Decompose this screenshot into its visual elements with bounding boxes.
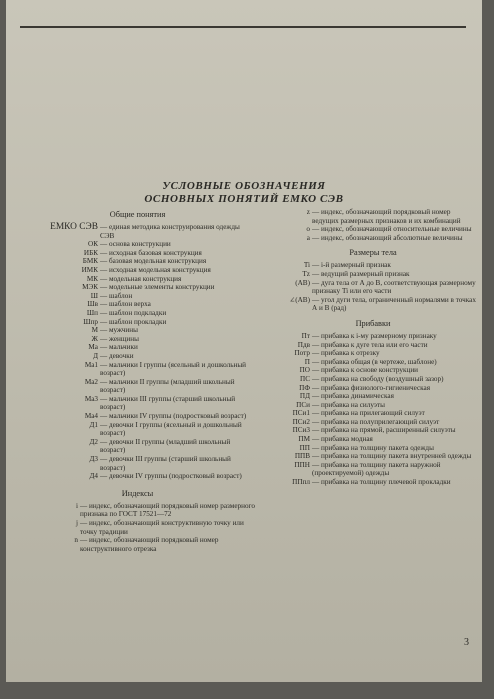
entry-term: Пдв — [297, 340, 310, 349]
definition-entry — [20, 536, 255, 553]
general-concepts-title: Общие понятия — [109, 210, 166, 219]
definition-entry — [20, 257, 255, 266]
entry-definition: — индекс, обозначающий порядковый номер размерного признака по ГОСТ 17521—72 — [80, 501, 255, 519]
entry-term: Д — [93, 351, 98, 360]
entry-definition: — мальчики — [100, 343, 138, 352]
entry-definition: — индекс, обозначающий относительные величины — [312, 225, 472, 234]
entry-term: ПСи — [296, 400, 310, 409]
definition-entry — [20, 343, 255, 352]
entry-term: Д4 — [89, 472, 98, 481]
entry-term: ПС — [300, 374, 310, 383]
definition-entry — [268, 261, 478, 270]
definition-entry — [268, 384, 478, 393]
indices-list — [20, 502, 255, 554]
definition-entry — [20, 240, 255, 249]
entry-definition: — мальчики III группы (старший школьный возраст) — [100, 394, 236, 412]
definition-entry — [20, 283, 255, 292]
allowances-title: Прибавки — [355, 318, 391, 328]
definition-entry — [20, 455, 255, 472]
entry-term: Ма3 — [84, 394, 98, 403]
entry-definition: — прибавка на толщину пакета внутренней одежды — [312, 452, 472, 461]
definition-entry — [268, 426, 478, 435]
indices-continued-list — [268, 208, 478, 242]
entry-definition: — девочки — [100, 351, 134, 360]
definition-entry — [268, 225, 478, 234]
definition-entry — [268, 461, 478, 478]
definition-entry — [268, 375, 478, 384]
entry-term: Ма4 — [84, 412, 98, 421]
entry-definition: — шаблон прокладки — [100, 317, 167, 326]
entry-definition: — прибавка к i-му размерному признаку — [312, 331, 437, 340]
entry-term: ПФ — [299, 383, 310, 392]
entry-term: ИБК — [83, 248, 98, 257]
definition-entry — [268, 279, 478, 296]
entry-definition: — прибавка на толщину плечевой прокладки — [312, 478, 451, 487]
entry-definition: — прибавка к отрезку — [312, 349, 380, 358]
definition-entry — [20, 421, 255, 438]
entry-definition: — модельная конструкция — [100, 274, 182, 283]
page-number: 3 — [464, 637, 469, 648]
entry-term: Tz — [302, 269, 310, 278]
entry-definition: — прибавка общая (в чертеже, шаблоне) — [312, 357, 437, 366]
entry-term: n — [74, 536, 78, 545]
entry-definition: — мальчики II группы (младший школьный возраст) — [100, 377, 235, 395]
definition-entry — [20, 438, 255, 455]
entry-definition: — исходная модельная конструкция — [100, 265, 211, 274]
entry-term: ПМ — [298, 435, 310, 444]
definition-entry — [268, 208, 478, 225]
definition-entry — [20, 519, 255, 536]
entry-definition: — прибавка на полуприлегающий силуэт — [312, 417, 440, 426]
entry-term: Д2 — [89, 437, 98, 446]
definition-entry — [268, 452, 478, 461]
entry-term: МК — [86, 274, 98, 283]
definition-entry — [20, 309, 255, 318]
definition-entry — [20, 352, 255, 361]
definition-entry — [20, 472, 255, 481]
top-rule — [20, 26, 466, 28]
entry-term: ОК — [88, 240, 98, 249]
left-column — [20, 208, 255, 553]
entry-definition: — женщины — [100, 334, 139, 343]
entry-term: i — [76, 501, 78, 510]
entry-definition: — прибавка на прямой, расширенный силуэты — [312, 426, 456, 435]
entry-definition: — прибавка модная — [312, 435, 373, 444]
definition-entry — [268, 234, 478, 243]
entry-term: М — [91, 326, 98, 335]
entry-definition: — прибавка на силуэты — [312, 400, 385, 409]
entry-term: ПСи3 — [292, 426, 310, 435]
entry-definition: — мальчики IV группы (подростковый возраст) — [100, 412, 247, 421]
entry-definition: — мальчики I группы (ясельный и дошкольный возраст) — [100, 360, 246, 378]
definition-entry — [268, 296, 478, 313]
entry-term: Ж — [91, 334, 98, 343]
document-page — [6, 0, 482, 682]
definition-entry — [20, 378, 255, 395]
definition-entry — [268, 401, 478, 410]
entry-term: ПСи1 — [292, 409, 310, 418]
entry-definition: — прибавка физиолого-гигиеническая — [312, 383, 431, 392]
definition-entry — [268, 478, 478, 487]
entry-term: ∠(АВ) — [289, 295, 310, 304]
entry-definition: — индекс, обозначающий порядковый номер конструктивного отрезка — [80, 536, 219, 553]
definition-entry — [268, 358, 478, 367]
entry-definition: — девочки III группы (старший школьный возраст) — [100, 455, 231, 472]
definition-entry — [268, 366, 478, 375]
heading-line-1: УСЛОВНЫЕ ОБОЗНАЧЕНИЯ — [162, 180, 326, 192]
entry-term: Ti — [303, 261, 310, 270]
entry-term: Шп — [86, 308, 98, 317]
entry-definition: — дуга тела от А до В, соответствующая размерному признаку Ti или его части — [312, 278, 476, 296]
entry-term: Пт — [301, 331, 310, 340]
definition-entry — [268, 341, 478, 350]
entry-term: МЭК — [82, 283, 98, 292]
entry-definition: — i-й размерный признак — [312, 261, 391, 270]
right-column — [268, 208, 478, 487]
entry-term: Д1 — [89, 420, 98, 429]
entry-term: ППВ — [294, 452, 310, 461]
entry-term: Ма — [88, 343, 98, 352]
definition-entry — [268, 435, 478, 444]
entry-definition: — модельные элементы конструкции — [100, 283, 215, 292]
entry-term: ППпл — [292, 478, 310, 487]
definition-entry — [20, 300, 255, 309]
entry-definition: — прибавка к основе конструкции — [312, 366, 419, 375]
definition-entry — [268, 392, 478, 401]
entry-term: ПП — [299, 443, 310, 452]
definition-entry — [20, 502, 255, 519]
definition-entry — [268, 444, 478, 453]
entry-definition: — ведущий размерный признак — [312, 269, 410, 278]
entry-definition: — единая методика конструирования одежды СЭВ — [100, 223, 240, 240]
allowances-list — [268, 332, 478, 487]
entry-definition: — девочки IV группы (подростковый возраст) — [100, 472, 242, 481]
definition-entry — [268, 418, 478, 427]
definition-entry — [20, 335, 255, 344]
entry-term: БМК — [82, 257, 98, 266]
definition-entry — [20, 361, 255, 378]
entry-definition: — шаблон — [100, 291, 133, 300]
definition-entry — [268, 332, 478, 341]
entry-definition: — прибавка на свободу (воздушный зазор) — [312, 374, 444, 383]
entry-definition: — исходная базовая конструкция — [100, 248, 202, 257]
entry-definition: — индекс, обозначающий абсолютные величины — [312, 233, 463, 242]
entry-term: (АВ) — [295, 278, 310, 287]
definition-entry — [20, 266, 255, 275]
definition-entry — [20, 223, 255, 240]
entry-term: а — [306, 233, 310, 242]
indices-title: Индексы — [121, 488, 154, 498]
entry-term: Ма1 — [84, 360, 98, 369]
entry-definition: — девочки II группы (младший школьный возраст) — [100, 437, 231, 455]
body-sizes-list — [268, 261, 478, 313]
entry-definition: — основа конструкции — [100, 240, 171, 249]
entry-definition: — базовая модельная конструкция — [100, 257, 207, 266]
entry-term: ЕМКО СЭВ — [50, 222, 98, 232]
entry-definition: — прибавка динамическая — [312, 392, 394, 401]
entry-term: z — [306, 208, 310, 216]
body-sizes-title: Размеры тела — [349, 248, 397, 258]
entry-definition: — мужчины — [100, 326, 138, 335]
definition-entry — [20, 412, 255, 421]
entry-term: П — [304, 357, 310, 366]
entry-term: ИМК — [81, 265, 98, 274]
definition-entry — [20, 249, 255, 258]
definition-entry — [20, 318, 255, 327]
definition-entry — [268, 270, 478, 279]
entry-definition: — угол дуги тела, ограниченный нормалями в точках А и В (рад) — [312, 295, 476, 313]
definition-entry — [268, 349, 478, 358]
entry-definition: — прибавка на прилегающий силуэт — [312, 409, 425, 418]
entry-term: Ма2 — [84, 377, 98, 386]
entry-definition: — прибавка к дуге тела или его части — [312, 340, 428, 349]
definition-entry — [20, 292, 255, 301]
entry-term: ППН — [294, 460, 310, 469]
entry-term: Ш — [90, 291, 98, 300]
general-concepts-list — [20, 223, 255, 481]
entry-term: Д3 — [89, 455, 98, 464]
entry-definition: — шаблон подкладки — [100, 308, 167, 317]
entry-term: ПСи2 — [292, 417, 310, 426]
heading-line-2: ОСНОВНЫХ ПОНЯТИЙ ЕМКО СЭВ — [144, 193, 344, 205]
entry-term: j — [76, 519, 78, 527]
entry-definition: — прибавка на толщину пакета одежды — [312, 443, 434, 452]
entry-term: Шв — [87, 300, 98, 309]
definition-entry — [20, 326, 255, 335]
entry-term: ПО — [299, 366, 310, 375]
entry-term: ПД — [299, 392, 310, 401]
entry-definition: — прибавка на толщину пакета наружной (проектируемой) одежды — [312, 460, 441, 478]
entry-definition: — индекс, обозначающий порядковый номер ведущих размерных признаков и их комбинаций — [312, 208, 461, 225]
entry-term: о — [306, 225, 310, 234]
entry-definition: — девочки I группы (ясельный и дошкольный возраст) — [100, 420, 242, 438]
entry-definition: — шаблон верха — [100, 300, 151, 309]
definition-entry — [20, 275, 255, 284]
entry-term: Шпр — [83, 317, 98, 326]
entry-term: Потр — [294, 349, 310, 358]
definition-entry — [268, 409, 478, 418]
entry-definition: — индекс, обозначающий конструктивную точку или точку традиции — [80, 519, 244, 536]
definition-entry — [20, 395, 255, 412]
